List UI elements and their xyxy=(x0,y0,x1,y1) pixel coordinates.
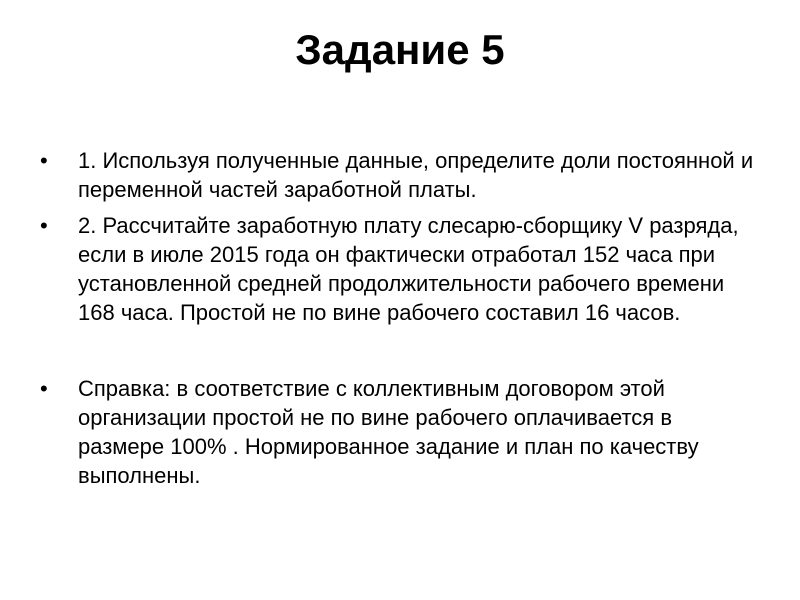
reference-note-text: Справка: в соответствие с коллективным договором этой организации простой не по вине рабочего оплачивается в размере 100% . Нормированное задание и план по качеству выполнены. xyxy=(78,376,699,488)
bullet-item-2 xyxy=(40,211,760,327)
bullet-item-reference xyxy=(40,374,760,490)
bullet-icon: • xyxy=(40,376,48,401)
bullet-item-1 xyxy=(40,146,760,204)
bullet-icon: • xyxy=(40,213,48,238)
bullet-text-1: 1. Используя полученные данные, определите доли постоянной и переменной частей заработной платы. xyxy=(78,148,754,202)
bullet-icon: • xyxy=(40,148,48,173)
bullet-list xyxy=(40,146,760,497)
bullet-text-2: 2. Рассчитайте заработную плату слесарю-сборщику V разряда, если в июле 2015 года он фактически отработал 152 часа при установленной средней продолжительности рабочего времени 168 часа. Простой не по вине рабочего составил 16 часов. xyxy=(78,213,739,325)
slide-title: Задание 5 xyxy=(295,26,505,73)
